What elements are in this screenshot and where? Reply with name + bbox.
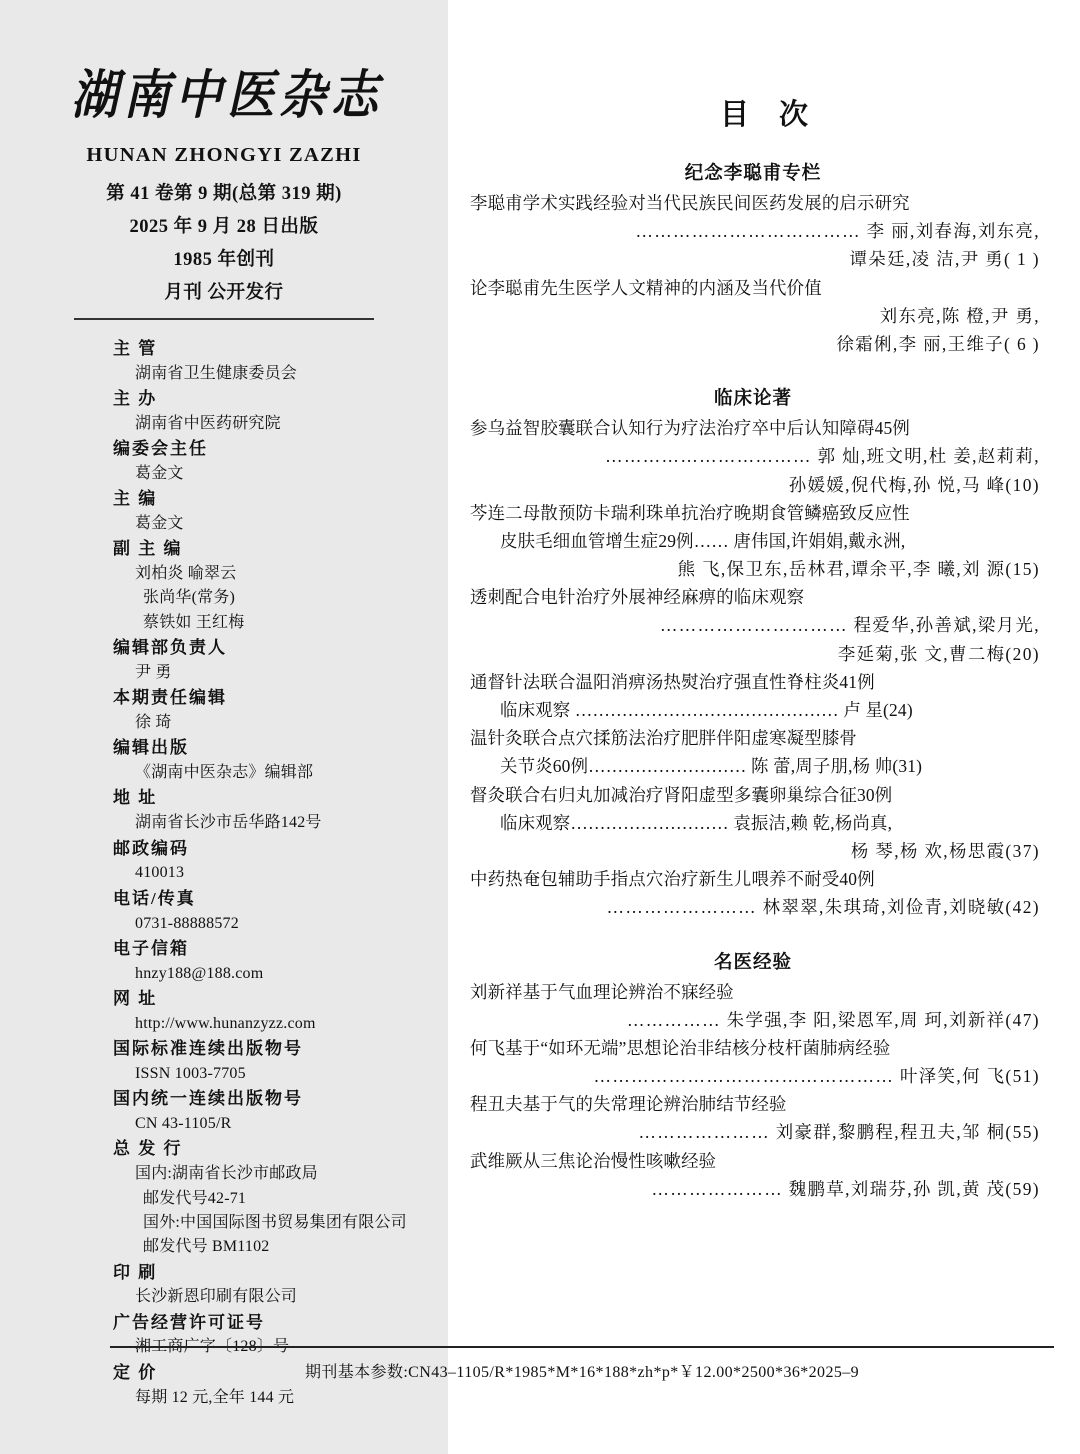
toc-entry[interactable] — [470, 583, 1040, 668]
imprint-key: 编辑部负责人 — [113, 638, 227, 658]
imprint-value: CN 43-1105/R — [135, 1115, 232, 1133]
toc-entry-title: 刘新祥基于气血理论辨治不寐经验 — [470, 981, 734, 1002]
imprint-value: 国外:中国国际图书贸易集团有限公司 — [143, 1213, 407, 1231]
journal-title-cn: 湖南中医杂志 — [71, 64, 383, 127]
toc-entry[interactable] — [470, 865, 1040, 921]
toc-entry-authors: …………………… 林翠翠,朱琪琦,刘俭青,刘晓敏(42) — [606, 897, 1040, 918]
imprint-value: 0731-88888572 — [135, 914, 239, 932]
imprint-list — [0, 336, 448, 1410]
imprint-key: 主 办 — [113, 388, 158, 408]
toc-entry-title: 何飞基于“如环无端”思想论治非结核分枝杆菌肺病经验 — [470, 1037, 891, 1058]
toc-entry[interactable] — [470, 189, 1040, 274]
volume-issue: 第 41 卷第 9 期(总第 319 期) — [106, 183, 342, 204]
contents-title: 目次 — [719, 99, 838, 131]
toc-entry-title: 武维厥从三焦论治慢性咳嗽经验 — [470, 1150, 717, 1171]
imprint-value: 尹 勇 — [135, 663, 172, 681]
imprint-key: 副 主 编 — [113, 539, 183, 559]
imprint-value: 湖南省长沙市岳华路142号 — [135, 814, 322, 832]
imprint-value: http://www.hunanzyzz.com — [135, 1014, 316, 1032]
toc-entry-authors: 杨 琴,杨 欢,杨思霞(37) — [850, 840, 1040, 861]
imprint-value: 湖南省中医药研究院 — [135, 414, 281, 432]
toc-entry[interactable] — [470, 1090, 1040, 1146]
toc-entry-authors: …………… 朱学强,李 阳,梁恩军,周 珂,刘新祥(47) — [626, 1009, 1040, 1030]
contents-column — [448, 0, 1080, 1454]
founded-year: 1985 年创刊 — [173, 249, 275, 270]
imprint-key: 网 址 — [113, 989, 158, 1008]
imprint-value: 张尚华(常务) — [143, 589, 236, 607]
imprint-value: 蔡铁如 王红梅 — [143, 613, 245, 631]
toc-entry-title: 透刺配合电针治疗外展神经麻痹的临床观察 — [470, 587, 805, 608]
imprint-key: 邮政编码 — [113, 838, 189, 858]
imprint-key: 主 编 — [113, 489, 158, 509]
imprint-value: 410013 — [135, 864, 185, 882]
publish-date: 2025 年 9 月 28 日出版 — [129, 216, 319, 237]
toc-entry[interactable] — [470, 724, 1040, 780]
toc-entry-title: 皮肤毛细血管增生症29例…… 唐伟国,许娟娟,戴永洲, — [500, 530, 906, 551]
toc-entry-authors: ……………………………… 李 丽,刘春海,刘东亮, — [635, 221, 1040, 242]
toc-entry[interactable] — [470, 668, 1040, 724]
imprint-key: 地 址 — [113, 788, 158, 808]
masthead-panel — [0, 0, 448, 1454]
frequency: 月刊 公开发行 — [164, 282, 284, 303]
toc-entry-title: 芩连二母散预防卡瑞利珠单抗治疗晚期食管鳞癌致反应性 — [470, 502, 910, 523]
journal-parameters-footer: 期刊基本参数:CN43–1105/R*1985*M*16*188*zh*p*￥12.00*2500*36*2025–9 — [110, 1346, 1054, 1382]
imprint-value: 《湖南中医杂志》编辑部 — [135, 764, 314, 782]
toc-entry-title: 临床观察……………………… 袁振洁,赖 乾,杨尚真, — [500, 812, 893, 833]
toc-entry-authors: ………………………………………… 叶泽笑,何 飞(51) — [593, 1066, 1040, 1087]
imprint-value: 刘柏炎 喻翠云 — [135, 565, 237, 583]
imprint-value: 徐 琦 — [135, 713, 172, 731]
section-heading: 纪念李聪甫专栏 — [684, 164, 822, 184]
toc-entry-authors: 孙媛媛,倪代梅,孙 悦,马 峰(10) — [788, 474, 1040, 495]
imprint-value: 邮发代号 BM1102 — [143, 1238, 270, 1256]
section-heading: 临床论著 — [713, 389, 792, 410]
imprint-key: 电话/传真 — [113, 888, 196, 908]
toc-entry-title: 中药热奄包辅助手指点穴治疗新生儿喂养不耐受40例 — [470, 869, 875, 890]
toc-entry-authors: 刘东亮,陈 橙,尹 勇, — [879, 305, 1040, 326]
toc-entry-authors: ………………………… 程爱华,孙善斌,梁月光, — [659, 615, 1040, 636]
imprint-key: 主 管 — [113, 338, 158, 358]
imprint-key: 国际标准连续出版物号 — [113, 1039, 303, 1059]
toc-entry-title: 参乌益智胶囊联合认知行为疗法治疗卒中后认知障碍45例 — [470, 418, 910, 439]
toc-entry[interactable] — [470, 978, 1040, 1034]
toc-entry-authors: 谭朵廷,凌 洁,尹 勇( 1 ) — [849, 249, 1040, 270]
imprint-key: 国内统一连续出版物号 — [113, 1089, 303, 1109]
toc-entry[interactable] — [470, 274, 1040, 359]
imprint-key: 广告经营许可证号 — [113, 1312, 265, 1332]
toc-entry-title: 督灸联合右归丸加减治疗肾阳虚型多囊卵巢综合征30例 — [470, 784, 893, 805]
imprint-value: 国内:湖南省长沙市邮政局 — [135, 1165, 318, 1183]
imprint-value: 邮发代号42-71 — [143, 1189, 247, 1207]
section-heading: 名医经验 — [713, 952, 792, 973]
imprint-key: 编辑出版 — [113, 738, 189, 758]
imprint-key: 印 刷 — [113, 1262, 158, 1282]
imprint-value: hnzy188@188.com — [135, 964, 264, 982]
imprint-value: 湘工商广字〔128〕号 — [135, 1338, 290, 1356]
toc-entry-authors: 李延菊,张 文,曹二梅(20) — [837, 643, 1040, 664]
imprint-key: 本期责任编辑 — [113, 688, 227, 708]
imprint-value: 葛金文 — [135, 464, 184, 482]
toc-entry[interactable] — [470, 1147, 1040, 1203]
contents-body — [448, 159, 1080, 1203]
toc-entry-authors: ………………… 刘豪群,黎鹏程,程丑夫,邹 桐(55) — [638, 1122, 1040, 1143]
imprint-key: 定 价 — [113, 1362, 158, 1382]
toc-entry[interactable] — [470, 1034, 1040, 1090]
toc-entry-authors: ………………… 魏鹏草,刘瑞芬,孙 凯,黄 茂(59) — [651, 1178, 1040, 1199]
toc-entry-title: 通督针法联合温阳消痹汤热熨治疗强直性脊柱炎41例 — [470, 671, 875, 692]
imprint-value: 长沙新恩印刷有限公司 — [135, 1288, 298, 1306]
toc-entry-title: 温针灸联合点穴揉筋法治疗肥胖伴阳虚寒凝型膝骨 — [470, 728, 857, 749]
divider — [74, 318, 374, 320]
imprint-value: 葛金文 — [135, 514, 184, 532]
imprint-key: 总 发 行 — [113, 1139, 183, 1159]
journal-title-pinyin: HUNAN ZHONGYI ZAZHI — [86, 143, 362, 166]
imprint-key: 电子信箱 — [113, 938, 189, 958]
toc-entry-authors: 熊 飞,保卫东,岳林君,谭余平,李 曦,刘 源(15) — [677, 559, 1040, 580]
imprint-value: 湖南省卫生健康委员会 — [135, 364, 298, 382]
toc-entry-title: 论李聪甫先生医学人文精神的内涵及当代价值 — [470, 277, 822, 298]
imprint-key: 编委会主任 — [113, 438, 208, 458]
toc-entry-authors: …………………………… 郭 灿,班文明,杜 姜,赵莉莉, — [605, 446, 1040, 467]
imprint-value: ISSN 1003-7705 — [135, 1064, 246, 1082]
toc-entry-title: 关节炎60例……………………… 陈 蕾,周子朋,杨 帅(31) — [500, 756, 923, 777]
toc-entry-title: 临床观察 ……………………………………… 卢 星(24) — [500, 700, 913, 720]
toc-entry[interactable] — [470, 781, 1040, 866]
imprint-value: 每期 12 元,全年 144 元 — [135, 1388, 295, 1406]
toc-entry-title: 李聪甫学术实践经验对当代民族民间医药发展的启示研究 — [470, 193, 910, 213]
toc-entry-authors: 徐霜俐,李 丽,王维子( 6 ) — [836, 333, 1040, 354]
toc-entry[interactable] — [470, 414, 1040, 499]
toc-entry[interactable] — [470, 499, 1040, 584]
toc-entry-title: 程丑夫基于气的失常理论辨治肺结节经验 — [470, 1094, 787, 1115]
